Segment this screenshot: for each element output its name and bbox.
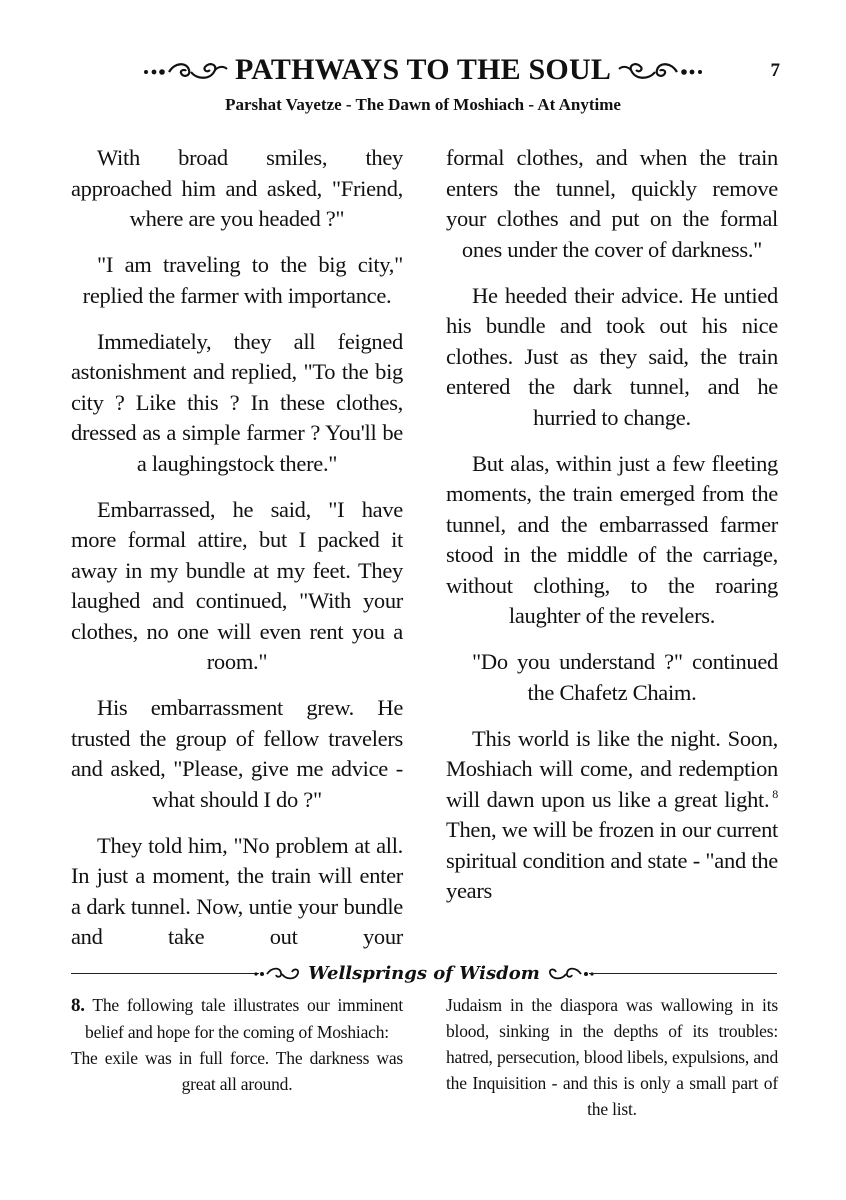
footnote-text — [71, 992, 403, 1045]
divider-label: Wellsprings of Wisdom — [308, 962, 540, 984]
paragraph: They told him, "No problem at all. In just a moment, the train will enter a dark tunnel. Now, untie your bundle and take out your — [71, 832, 403, 949]
right-divider-ornament-icon — [544, 965, 596, 981]
paragraph: But alas, within just a few fleeting moments, the train emerged from the tunnel, and the embarrassed farmer stood in the middle of the carriage, without clothing, to the roaring laughter of the revelers. — [446, 450, 778, 628]
page-number: 7 — [770, 60, 780, 81]
paragraph: His embarrassment grew. He trusted the group of fellow travelers and asked, "Please, give me advice - what should I do ?" — [71, 695, 403, 812]
footnote-reference[interactable]: 8 — [772, 787, 778, 801]
left-divider-ornament-icon — [252, 965, 304, 981]
paragraph: With broad smiles, they approached him and asked, "Friend, where are you headed ?" — [71, 145, 403, 231]
page-subtitle: Parshat Vayetze - The Dawn of Moshiach - At Anytime — [225, 95, 621, 114]
right-column — [446, 143, 778, 922]
paragraph-text: This world is like the night. Soon, Moshiach will come, and redemption will dawn upon us like a great light. — [446, 725, 778, 812]
paragraph: formal clothes, and when the train enters the tunnel, quickly remove your clothes and put on the formal ones under the cover of darkness." — [446, 145, 778, 262]
right-ornament-icon — [617, 58, 705, 82]
left-ornament-icon — [141, 58, 229, 82]
paragraph: He heeded their advice. He untied his bundle and took out his nice clothes. Just as they said, the train entered the dark tunnel, and he hurried to change. — [446, 282, 778, 430]
paragraph: "I am traveling to the big city," replied the farmer with importance. — [82, 252, 403, 308]
paragraph — [446, 724, 778, 907]
footnote-text: The exile was in full force. The darkness was great all around. — [71, 1048, 403, 1094]
footnote-divider — [71, 957, 777, 989]
footnote-left — [71, 992, 403, 1097]
paragraph: Immediately, they all feigned astonishment and replied, "To the big city ? Like this ? In these clothes, dressed as a simple farmer ? You'll be a laughingstock there." — [71, 328, 403, 476]
paragraph: Embarrassed, he said, "I have more formal attire, but I packed it away in my bundle at my feet. They laughed and continued, "With your clothes, no one will even rent you a room." — [71, 496, 403, 674]
divider-rule — [71, 973, 259, 974]
footnote-right — [446, 992, 778, 1122]
divider-center — [259, 957, 589, 989]
paragraph: "Do you understand ?" continued the Chafetz Chaim. — [472, 649, 778, 705]
page-header — [0, 50, 846, 90]
footnote-number: 8. — [71, 995, 85, 1016]
footnote-text-part: The following tale illustrates our imminent belief and hope for the coming of Moshiach: — [84, 995, 403, 1042]
left-column — [71, 143, 403, 968]
divider-rule — [589, 973, 777, 974]
paragraph-text: Then, we will be frozen in our current spiritual condition and state - "and the years — [446, 817, 778, 903]
page-title: PATHWAYS TO THE SOUL — [234, 53, 612, 86]
title-row — [0, 50, 846, 90]
footnote-text: Judaism in the diaspora was wallowing in its blood, sinking in the depths of its troubles: hatred, persecution, blood libels, expulsions, and the Inquisition - and this is only a small part of the list. — [446, 995, 778, 1119]
